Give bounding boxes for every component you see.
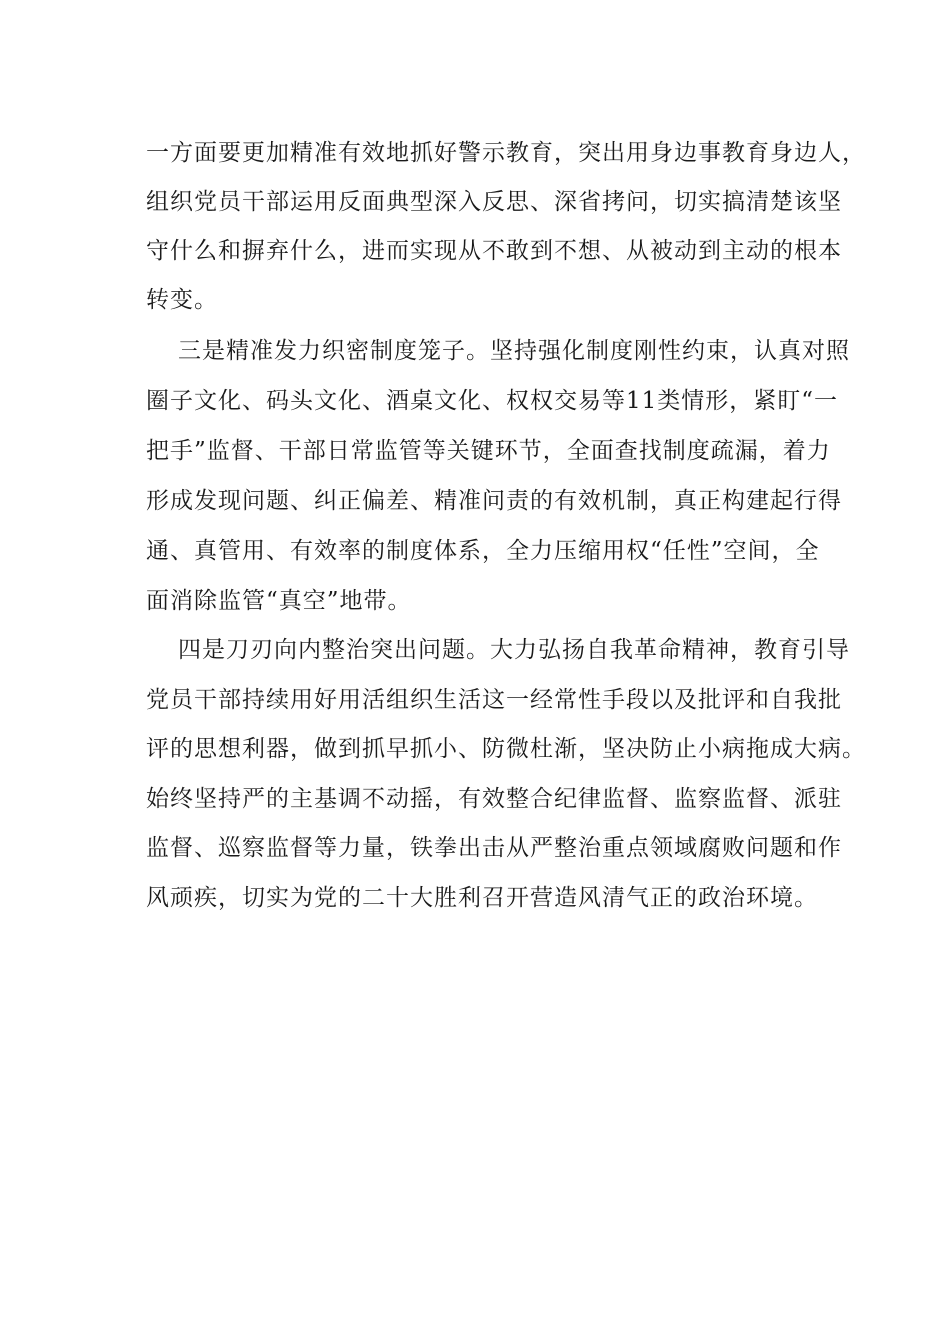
text-line: 四是刀刃向内整治突出问题。大力弘扬自我革命精神，教育引导 (178, 637, 850, 663)
text-line: 一方面要更加精准有效地抓好警示教育，突出用身边事教育身边人， (146, 140, 866, 166)
text-line: 党员干部持续用好用活组织生活这一经常性手段以及批评和自我批 (146, 687, 842, 713)
text-line: 转变。 (146, 287, 218, 313)
text-line: 组织党员干部运用反面典型深入反思、深省拷问，切实搞清楚该坚 (146, 189, 842, 215)
text-line: 评的思想利器，做到抓早抓小、防微杜渐，坚决防止小病拖成大病。 (146, 736, 866, 762)
text-line: 监督、巡察监督等力量，铁拳出击从严整治重点领域腐败问题和作 (146, 835, 842, 861)
text-line: 风顽疾，切实为党的二十大胜利召开营造风清气正的政治环境。 (146, 885, 818, 911)
text-line: 面消除监管“真空”地带。 (146, 588, 412, 614)
text-line: 把手”监督、干部日常监管等关键环节，全面查找制度疏漏，着力 (146, 438, 831, 464)
text-line: 形成发现问题、纠正偏差、精准问责的有效机制，真正构建起行得 (146, 488, 842, 514)
text-line: 圈子文化、码头文化、酒桌文化、权权交易等11类情形，紧盯“一 (146, 388, 839, 414)
text-line: 三是精准发力织密制度笼子。坚持强化制度刚性约束，认真对照 (178, 338, 850, 364)
text-line: 守什么和摒弃什么，进而实现从不敢到不想、从被动到主动的根本 (146, 238, 842, 264)
text-line: 通、真管用、有效率的制度体系，全力压缩用权“任性”空间，全 (146, 538, 820, 564)
text-line: 始终坚持严的主基调不动摇，有效整合纪律监督、监察监督、派驻 (146, 786, 842, 812)
